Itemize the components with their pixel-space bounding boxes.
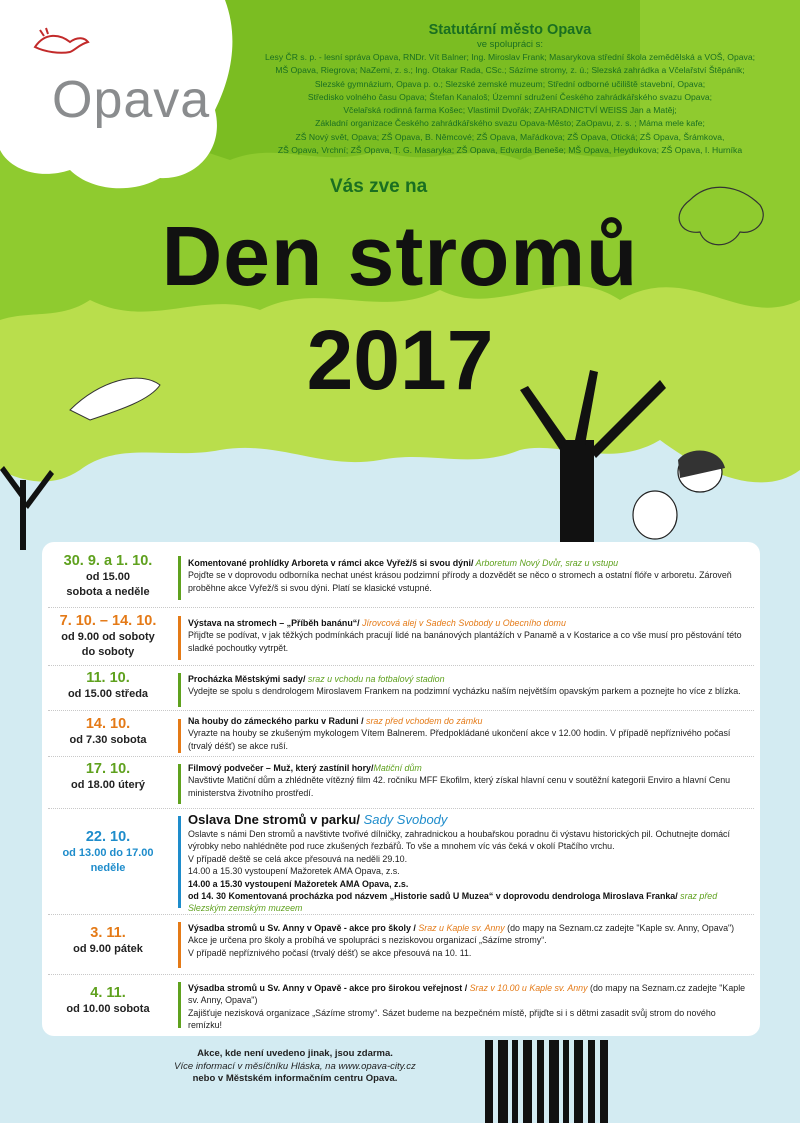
event-time: od 7.30 sobota <box>69 734 147 746</box>
event-place: sraz u vchodu na fotbalový stadion <box>305 674 445 684</box>
partners-line: Základní organizace Českého zahrádkářského svazu Opava-Město; ZaOpavu, z. s. ; Máma mele kafe; <box>315 118 705 129</box>
footer-info <box>120 1048 470 1086</box>
event-days: sobota a neděle <box>66 586 150 598</box>
event-date: 7. 10. – 14. 10. <box>59 613 157 629</box>
color-bar <box>178 922 181 968</box>
event-text: Navštivte Matiční dům a zhlédněte vítězný film 42. ročníku MFF Ekofilm, který získal hlavní cenu v soutěžní kategorii Enviro a hlavní Cenu ministerstva životního prostředí. <box>188 775 731 798</box>
bird-logo-icon <box>30 22 90 62</box>
event-text: Zajišťuje nezisková organizace „Sázíme stromy“. Sázet budeme na bezpečném místě, přijďte si i s dětmi zasadit svůj strom do nového remízku! <box>188 1007 716 1031</box>
color-bar <box>178 556 181 600</box>
event-year: 2017 <box>306 313 494 407</box>
event-text-rain: V případě nepříznivého počasí (trvalý déšť) se akce přesouvá na 10. 11. <box>188 947 472 958</box>
event-date-block <box>42 924 174 957</box>
event-date: 4. 11. <box>90 985 126 1001</box>
event-date-block <box>42 760 174 793</box>
event-time: od 10.00 sobota <box>66 1003 150 1015</box>
event-date-block <box>42 552 174 600</box>
partners-line: MŠ Opava, Riegrova; NaZemi, z. s.; Ing. Otakar Rada, CSc.; Sázíme stromy, z. ú.; Slezská zahrádka a Včelařství Štěpánik; <box>275 65 745 76</box>
event-text-walk: od 14. 30 Komentovaná procházka pod názvem „Historie sadů U Muzea“ v doprovodu dendrologa Miroslava Franka/ <box>188 891 678 902</box>
event-place: Sraz u Kaple sv. Anny <box>415 923 505 933</box>
footer-more-info: Více informací v měsíčníku Hláska, na www.opava-city.cz <box>174 1060 416 1072</box>
event-map-hint: (do mapy na Seznam.cz zadejte "Kaple sv. Anny, Opava") <box>188 983 746 1006</box>
event-place: sraz před vchodem do zámku <box>363 716 483 726</box>
event-date-block <box>42 828 174 876</box>
color-bar <box>178 616 181 660</box>
divider <box>48 808 754 809</box>
event-description <box>188 715 748 752</box>
city-logo <box>0 0 240 190</box>
event-place: Sraz v 10.00 u Kaple sv. Anny <box>467 983 588 993</box>
event-name: Filmový podvečer – Muž, který zastínil hory/ <box>188 763 374 773</box>
event-time: od 9.00 od soboty <box>61 631 155 643</box>
event-text-performance: 14.00 a 15.30 vystoupení Mažoretek AMA Opava, z.s. <box>188 866 400 877</box>
event-place: Sady Svobody <box>359 812 448 827</box>
event-date: 3. 11. <box>90 925 126 941</box>
event-name: Procházka Městskými sady/ <box>188 674 306 684</box>
partners-line: Lesy ČR s. p. - lesní správa Opava, RNDr. Vít Balner; Ing. Miroslav Frank; Masarykova střední škola zemědělská a VOŠ, Opava; <box>264 52 756 62</box>
color-bar <box>178 673 181 707</box>
event-time: od 18.00 úterý <box>71 779 145 791</box>
event-text: Přijďte se podívat, v jak těžkých podmínkách pracují lidé na banánových plantážích v Panamě a v Kostarice a co vše musí pro pěstování této sladké pochoutky vytrpět. <box>188 630 742 653</box>
event-time: od 15.00 <box>85 571 131 583</box>
logo-text: Opava <box>52 71 211 129</box>
event-name: Na houby do zámeckého parku v Raduni / <box>188 716 364 726</box>
divider <box>48 710 754 711</box>
footer-info-center: nebo v Městském informačním centru Opava. <box>192 1073 398 1084</box>
event-date-block <box>42 984 174 1017</box>
event-description <box>188 922 748 959</box>
event-text-performance-highlight: 14.00 a 15.30 vystoupení Mažoretek AMA Opava, z.s. <box>188 878 409 889</box>
divider <box>48 607 754 608</box>
organizer-name: Statutární město Opava <box>428 22 592 38</box>
event-text-rain: V případě deště se celá akce přesouvá na neděli 29.10. <box>188 853 408 864</box>
event-date: 30. 9. a 1. 10. <box>63 553 153 569</box>
event-description <box>188 617 748 654</box>
event-text-walk-place: sraz před Slezským zemským muzeem <box>188 891 718 914</box>
partners-line: ZŠ Nový svět, Opava; ZŠ Opava, B. Němcové; ZŠ Opava, Mařádkova; ZŠ Opava, Otická; ZŠ Opava, Šrámkova, <box>295 131 725 142</box>
event-days: neděle <box>90 862 126 874</box>
partners-list <box>230 51 790 157</box>
event-name: Výsadba stromů u Sv. Anny v Opavě - akce pro širokou veřejnost / <box>188 983 468 993</box>
event-title: Den stromů <box>161 209 639 303</box>
event-time: od 9.00 pátek <box>73 943 143 955</box>
partners-line: Středisko volného času Opava; Štefan Kanaloš; Územní sdružení Českého zahrádkářského svazu Opava; <box>307 91 713 102</box>
event-date-block <box>42 612 174 660</box>
event-text: Vyrazte na houby se zkušeným mykologem Vítem Balnerem. Předpokládané ukončení akce v 12.00 hodin. V případě nepříznivého počasí (trvalý déšť) se akce ruší. <box>188 728 731 751</box>
event-name: Komentované prohlídky Arboreta v rámci akce Vyřež/š si svou dýni/ <box>188 558 474 568</box>
event-date: 11. 10. <box>86 670 130 686</box>
event-date: 14. 10. <box>85 716 131 732</box>
color-bar <box>178 719 181 753</box>
event-description <box>188 673 748 698</box>
header-organizers <box>230 22 790 157</box>
divider <box>48 974 754 975</box>
event-date-block <box>42 715 174 748</box>
event-description <box>188 762 748 799</box>
event-time: od 15.00 středa <box>67 688 149 700</box>
event-date-block <box>42 669 174 702</box>
event-text: Vydejte se spolu s dendrologem Miroslavem Frankem na podzimní vycházku naším největším opavským parkem a poznejte ho více z blízka. <box>188 686 741 697</box>
partners-line: ZŠ Opava, Vrchní; ZŠ Opava, T. G. Masaryka; ZŠ Opava, Edvarda Beneše; MŠ Opava, Heydukova; ZŠ Opava, I. Hurníka <box>277 145 743 156</box>
event-name: Oslava Dne stromů v parku/ <box>188 812 360 827</box>
footer-free-note: Akce, kde není uvedeno jinak, jsou zdarma. <box>197 1048 393 1059</box>
event-text: Oslavte s námi Den stromů a navštivte tvořivé dílničky, zahradnickou a houbařskou poradnu či výstavu historických pil. Ochutnejte domácí výrobky nebo nahlédněte pod ruce zkušených řezbářů. To vše a mnohem víc vás čeká v okolí Ptačího vrchu. <box>188 829 730 852</box>
event-map-hint: (do mapy na Seznam.cz zadejte "Kaple sv. Anny, Opava") <box>504 923 735 933</box>
event-text: Pojďte se v doprovodu odborníka nechat unést krásou podzimní přírody a dozvědět se něco o stromech a ostatní flóře v arboretu. Zároveň proběhne akce Vyřež/š si svou dýni. Platí se klasické vstupné. <box>188 570 732 593</box>
divider <box>48 914 754 915</box>
invite-text: Vás zve na <box>330 176 428 197</box>
event-place: Arboretum Nový Dvůr, sraz u vstupu <box>473 558 619 568</box>
partners-line: Včelařská rodinná farma Košec; Vlastimil Dvořák; ZAHRADNICTVÍ WEISS Jan a Matěj; <box>343 105 677 116</box>
divider <box>48 756 754 757</box>
event-date: 17. 10. <box>85 761 131 777</box>
event-description <box>188 557 748 594</box>
cooperation-label: ve spolupráci s: <box>476 39 543 50</box>
event-name: Výsadba stromů u Sv. Anny v Opavě - akce pro školy / <box>188 923 416 933</box>
color-bar <box>178 764 181 804</box>
event-place: Jírovcová alej v Sadech Svobody u Obecního domu <box>359 618 566 628</box>
event-description <box>188 812 748 915</box>
event-place: Matiční dům <box>373 763 422 773</box>
color-bar <box>178 982 181 1028</box>
color-bar <box>178 816 181 908</box>
program-card <box>42 542 760 1036</box>
event-days: do soboty <box>81 646 135 658</box>
event-time: od 13.00 do 17.00 <box>62 847 154 859</box>
event-date: 22. 10. <box>85 829 131 845</box>
event-name: Výstava na stromech – „Příběh banánu“/ <box>188 618 360 628</box>
partners-line: Slezské gymnázium, Opava p. o.; Slezské zemské muzeum; Střední odborné učiliště stavební, Opava; <box>314 78 706 89</box>
event-text: Akce je určena pro školy a probíhá ve spolupráci s neziskovou organizací „Sázíme stromy“. <box>188 935 547 946</box>
event-description <box>188 982 748 1032</box>
divider <box>48 665 754 666</box>
